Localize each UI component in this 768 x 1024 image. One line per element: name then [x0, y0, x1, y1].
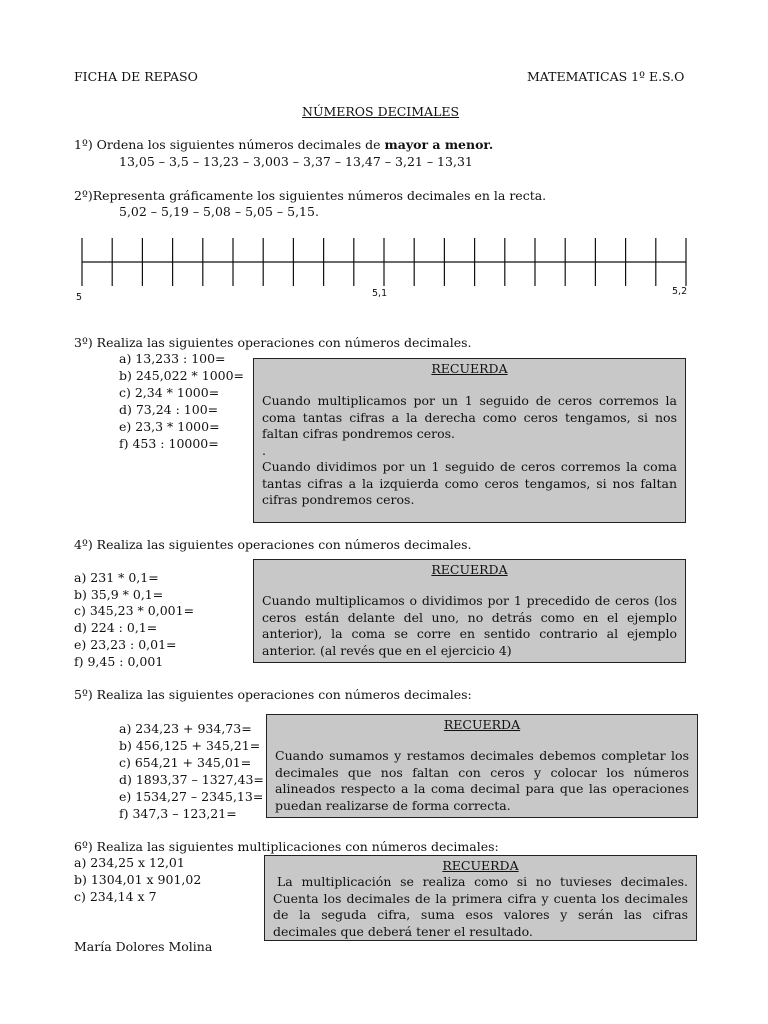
header-left: FICHA DE REPASO: [74, 69, 198, 84]
ex5-statement: 5º) Realiza las siguientes operaciones con números decimales:: [74, 687, 472, 702]
ex1-bold: mayor a menor.: [384, 137, 494, 152]
number-line: [0, 0, 768, 320]
ex4-item: c) 345,23 * 0,001=: [74, 603, 195, 618]
ex2-numbers: 5,02 – 5,19 – 5,08 – 5,05 – 5,15.: [119, 204, 319, 219]
ex1-statement: 1º) Ordena los siguientes números decimales de mayor a menor.: [74, 137, 494, 152]
ex6-item: c) 234,14 x 7: [74, 889, 157, 904]
ex5-item: a) 234,23 + 934,73=: [119, 721, 252, 736]
ex5-reminder-box: [266, 714, 698, 818]
ex5-reminder-title: RECUERDA: [443, 717, 521, 732]
header-right: MATEMATICAS 1º E.S.O: [527, 69, 685, 84]
ex3-statement: 3º) Realiza las siguientes operaciones con números decimales.: [74, 335, 472, 350]
ex5-item: e) 1534,27 – 2345,13=: [119, 789, 264, 804]
ex3-reminder-title: RECUERDA: [431, 361, 508, 376]
ex3-reminder-p3: Cuando dividimos por un 1 seguido de ceros corremos la coma tantas cifras a la izquierda como ceros tengamos, si nos faltan cifras pondremos ceros.: [262, 459, 677, 507]
ex3-item: c) 2,34 * 1000=: [119, 385, 220, 400]
number-line-label-end: 5,2: [672, 286, 688, 297]
ex5-item: d) 1893,37 – 1327,43=: [119, 772, 264, 787]
ex3-reminder-p1: Cuando multiplicamos por un 1 seguido de ceros corremos la coma tantas cifras a la derecha como ceros tengamos, si nos faltan cifras pondremos ceros.: [262, 393, 677, 441]
page-title: NÚMEROS DECIMALES: [302, 104, 460, 119]
ex5-item: c) 654,21 + 345,01=: [119, 755, 252, 770]
ex4-reminder-box: [253, 559, 686, 663]
number-line-label-start: 5: [76, 292, 83, 303]
ex6-item: a) 234,25 x 12,01: [74, 855, 185, 870]
ex4-item: e) 23,23 : 0,01=: [74, 637, 177, 652]
ex3-item: d) 73,24 : 100=: [119, 402, 219, 417]
ex3-item: e) 23,3 * 1000=: [119, 419, 220, 434]
ex3-item: a) 13,233 : 100=: [119, 351, 226, 366]
ex6-item: b) 1304,01 x 901,02: [74, 872, 202, 887]
ex6-statement: 6º) Realiza las siguientes multiplicaciones con números decimales:: [74, 839, 499, 854]
ex5-reminder-text: Cuando sumamos y restamos decimales debemos completar los decimales que nos faltan con ceros y colocar los números alineados respecto a la coma decimal para que las operaciones puedan realizarse de forma correcta.: [275, 748, 689, 813]
ex4-item: b) 35,9 * 0,1=: [74, 587, 164, 602]
ex4-item: a) 231 * 0,1=: [74, 570, 159, 585]
ex4-item: f) 9,45 : 0,001: [74, 654, 164, 669]
ex3-reminder-box: [253, 358, 686, 523]
ex4-item: d) 224 : 0,1=: [74, 620, 158, 635]
number-line-label-mid: 5,1: [372, 288, 388, 299]
ex3-item: f) 453 : 10000=: [119, 436, 219, 451]
ex5-item: f) 347,3 – 123,21=: [119, 806, 237, 821]
ex6-reminder-title: RECUERDA: [442, 858, 519, 873]
ex2-statement: 2º)Representa gráficamente los siguientes números decimales en la recta.: [74, 188, 547, 203]
ex6-reminder-box: [264, 855, 697, 941]
author: María Dolores Molina: [74, 939, 213, 954]
ex3-item: b) 245,022 * 1000=: [119, 368, 245, 383]
ex4-reminder-text: Cuando multiplicamos o dividimos por 1 precedido de ceros (los ceros están delante del uno, no detrás como en el ejemplo anterior), la coma se corre en sentido contrario al ejemplo anterior. (al revés que en el ejercicio 4): [262, 593, 677, 658]
ex6-reminder-text: La multiplicación se realiza como si no tuvieses decimales. Cuenta los decimales de la primera cifra y cuenta los decimales de la seguda cifra, suma esos valores y serán las cifras decimales que deberá tener el resultado.: [273, 874, 688, 939]
ex4-reminder-title: RECUERDA: [431, 562, 508, 577]
ex1-numbers: 13,05 – 3,5 – 13,23 – 3,003 – 3,37 – 13,47 – 3,21 – 13,31: [119, 154, 473, 169]
ex3-reminder-text: [262, 393, 677, 509]
ex5-item: b) 456,125 + 345,21=: [119, 738, 261, 753]
ex4-statement: 4º) Realiza las siguientes operaciones con números decimales.: [74, 537, 472, 552]
ex3-reminder-p2: .: [262, 442, 266, 458]
